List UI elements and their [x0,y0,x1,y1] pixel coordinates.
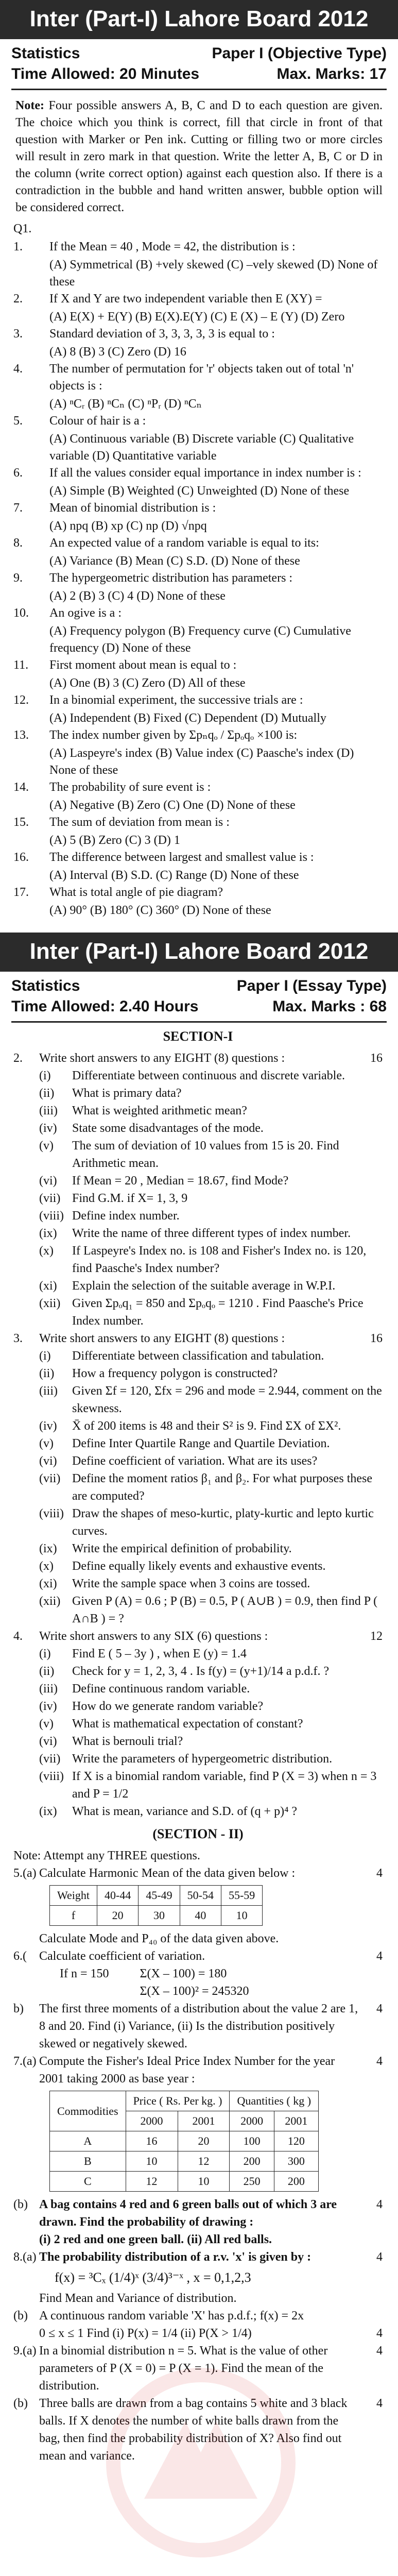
mcq-text: The sum of deviation from mean is : [49,816,230,829]
q6b-text: The first three moments of a distribution about the value 2 are 1, 8 and 20. Find (i) Variance, (ii) Is the distribution positively skewed or negatively skewed. [39,2002,358,2050]
sub-question [13,1768,383,1803]
mcq-number: 2. [13,292,23,306]
mcq-number: 15. [13,816,29,829]
sub-question-roman: (vi) [39,1735,57,1748]
sub-question-text: Define coefficient of variation. What are its uses? [72,1454,318,1468]
sub-question-text: Draw the shapes of meso-kurtic, platy-kurtic and lepto kurtic curves. [72,1507,374,1538]
essay-banner: Inter (Part-I) Lahore Board 2012 [0,933,398,972]
mcq-options: (A) ⁿCᵣ (B) ⁿCₙ (C) ⁿPᵣ (D) ⁿCₙ [49,397,202,411]
mcq-question [13,692,383,709]
table-cell: 10 [221,1906,262,1926]
question-7b [13,2196,383,2231]
sub-question-roman: (v) [39,1717,54,1731]
table-header-cell: Price ( Rs. Per kg. ) [126,2091,230,2111]
sub-question [13,1680,383,1698]
mcq-question [13,535,383,552]
sub-question-roman: (xi) [39,1577,57,1590]
sub-question [13,1120,383,1137]
mcq-options: (A) 8 (B) 3 (C) Zero (D) 16 [49,345,186,359]
table-cell: 10 [126,2151,178,2172]
sub-question-text: Write the parameters of hypergeometric distribution. [72,1752,333,1766]
sub-question [13,1698,383,1715]
sub-question-roman: (x) [39,1244,54,1258]
mcq-options: (A) Continuous variable (B) Discrete variable (C) Qualitative variable (D) Quantitative variable [49,432,354,463]
essay-max-marks: Max. Marks : 68 [272,998,387,1015]
q9b-number: (b) [13,2397,28,2410]
question-2 [13,1049,383,1330]
sub-question [13,1382,383,1417]
section-one-title: SECTION-I [163,1029,233,1044]
mcq-text: The index number given by Σpₙqₒ / Σpₒqₒ ×100 is: [49,728,298,742]
mcq-number: 12. [13,693,29,707]
q6b-marks: 4 [376,2002,383,2015]
mcq-number: 7. [13,501,23,515]
sub-question-roman: (xii) [39,1595,61,1608]
sub-question-roman: (xii) [39,1297,61,1310]
table-cell: B [50,2151,126,2172]
sub-question [13,1505,383,1540]
table-row [50,2131,319,2151]
mcq-number: 16. [13,851,29,864]
mcq-question [13,413,383,430]
sub-question [13,1067,383,1084]
q7a-marks: 4 [376,2055,383,2068]
q1-label: Q1. [13,222,32,235]
sub-question-text: What is primary data? [72,1087,182,1100]
sub-question-roman: (xi) [39,1279,57,1293]
q2-heading [13,1049,383,1067]
q4-marks: 12 [370,1630,383,1643]
mcq-options: (A) One (B) 3 (C) Zero (D) All of these [49,676,246,690]
table-cell: C [50,2172,126,2192]
mcq-heading [13,221,383,238]
mcq-text: The difference between largest and smallest value is : [49,851,314,864]
sub-question [13,1557,383,1575]
q8a-tail: Find Mean and Variance of distribution. [39,2292,237,2305]
header-divider [11,89,387,90]
q8b-number: (b) [13,2309,28,2323]
q7b-marks: 4 [376,2198,383,2211]
sub-question-roman: (vii) [39,1752,61,1766]
question-5a [13,1865,383,1882]
table-header-cell: Weight [50,1886,97,1906]
sub-question-text: X̄ of 200 items is 48 and their S² is 9. Find ΣX of ΣX². [72,1419,341,1433]
sub-question-text: What is mathematical expectation of constant? [72,1717,303,1731]
question-4 [13,1628,383,1820]
sub-question [13,1295,383,1330]
sub-question-text: Write the sample space when 3 coins are tossed. [72,1577,310,1590]
sub-question [13,1435,383,1452]
mcq-question [13,326,383,343]
mcq-text: If all the values consider equal importance in index number is : [49,466,361,480]
q9a-text: In a binomial distribution n = 5. What is the value of other parameters of P (X = 0) = P (X = 1). Find the mean of the distribution. [39,2344,328,2393]
q9a-number: 9.(a) [13,2344,37,2358]
table-cell: 250 [230,2172,274,2192]
mcq-text: Mean of binomial distribution is : [49,501,216,515]
table-cell: 16 [126,2131,178,2151]
section-one [0,1028,398,2465]
sub-question-roman: (ii) [39,1665,55,1678]
sub-question [13,1365,383,1382]
mcq-text: An expected value of a random variable is equal to its: [49,536,319,550]
table-cell: 100 [230,2131,274,2151]
sub-question [13,1715,383,1733]
sub-question-roman: (vii) [39,1472,61,1485]
q2-number: 2. [13,1052,23,1065]
q6-text: Calculate coefficient of variation. [39,1950,205,1963]
table-row [50,2172,319,2192]
sub-question [13,1803,383,1820]
q7a-text: Compute the Fisher's Ideal Price Index Number for the year 2001 taking 2000 as base year : [39,2055,335,2086]
table-cell: 10 [178,2172,230,2192]
table-cell: 120 [274,2131,318,2151]
subject-label: Statistics [11,45,80,62]
section-two-note: Note: Attempt any THREE questions. [13,1849,200,1862]
q8b-marks2: 4 [376,2327,383,2340]
question-3 [13,1330,383,1628]
mcq-number: 6. [13,466,23,480]
sub-question-roman: (vi) [39,1174,57,1188]
sub-question-text: Given Σpₒq₁ = 850 and Σpₒqₒ = 1210 . Find Paasche's Price Index number. [72,1297,364,1328]
sub-question [13,1645,383,1663]
q8a-marks: 4 [376,2250,383,2264]
q6b-number: b) [13,2002,24,2015]
q3-number: 3. [13,1332,23,1345]
sub-question-text: Find G.M. if X= 1, 3, 9 [72,1192,188,1205]
sub-question-text: Write the name of three different types of index number. [72,1227,351,1240]
sub-question [13,1540,383,1557]
mcq-question [13,849,383,866]
q8a-text: The probability distribution of a r.v. 'x' is given by : [39,2250,312,2264]
mcq-number: 3. [13,327,23,341]
sub-question-roman: (ix) [39,1542,57,1555]
q5a-tail: Calculate Mode and P₄₀ of the data given above. [39,1932,279,1945]
q9b-text: Three balls are drawn from a bag contains 5 white and 3 black balls. If X denotes the number of white balls drawn from the bag, then find the probability distribution of X? Also find out mean and variance. [39,2397,348,2463]
table-cell: 40 [180,1906,221,1926]
essay-paper-label: Paper I (Essay Type) [236,977,387,994]
sub-question-text: What is weighted arithmetic mean? [72,1104,247,1117]
sub-question-text: What is mean, variance and S.D. of (q + p)⁴ ? [72,1805,298,1818]
mcq-number: 13. [13,728,29,742]
mcq-options: (A) 2 (B) 3 (C) 4 (D) None of these [49,589,226,603]
sub-question-roman: (x) [39,1560,54,1573]
q3-text: Write short answers to any EIGHT (8) questions : [39,1332,285,1345]
note-text: Four possible answers A, B, C and D to each question are given. The choice which you think is correct, fill that circle in front of that question with Marker or Pen ink. Cutting or filling two or more circles will result in zero mark in that question. Write the letter A, B, C or D in the column (write correct option) against each question also. If there is a contradiction in the bubble and hand written answer, bubble option will be considered correct. [15,99,383,214]
sub-question [13,1225,383,1242]
mcq-number: 14. [13,781,29,794]
sub-question-text: How a frequency polygon is constructed? [72,1367,278,1380]
essay-subject-label: Statistics [11,977,80,994]
sub-question-roman: (v) [39,1139,54,1153]
table-cell: 300 [274,2151,318,2172]
q7b-text: A bag contains 4 red and 6 green balls out of which 3 are drawn. Find the probability of drawing : [39,2198,337,2229]
q7a-number: 7.(a) [13,2055,37,2068]
mcq-options: (A) npq (B) xp (C) np (D) √npq [49,519,207,533]
table-cell: 200 [230,2151,274,2172]
sub-question [13,1102,383,1120]
sub-question-roman: (i) [39,1069,51,1082]
table-subheader-cell: 2001 [178,2111,230,2131]
sub-question-roman: (ii) [39,1367,55,1380]
mcq-text: The probability of sure event is : [49,781,211,794]
q8b-text: A continuous random variable 'X' has p.d.f.; f(x) = 2x [39,2309,304,2323]
mcq-question [13,239,383,256]
mcq-question [13,814,383,831]
mcq-question [13,884,383,901]
q6-sum-sq: Σ(X – 100)² = 245320 [140,1985,249,1998]
sub-question-roman: (i) [39,1647,51,1660]
mcq-options: (A) Frequency polygon (B) Frequency curve (C) Cumulative frequency (D) None of these [49,624,351,655]
q4-heading [13,1628,383,1645]
sub-question-text: Given Σf = 120, Σfx = 296 and mode = 2.944, comment on the skewness. [72,1384,382,1415]
mcq-options: (A) Independent (B) Fixed (C) Dependent (D) Mutually [49,711,326,725]
mcq-number: 9. [13,571,23,585]
sub-question-text: Write the empirical definition of probability. [72,1542,292,1555]
sub-question-text: Explain the selection of the suitable average in W.P.I. [72,1279,336,1293]
mcq-question [13,779,383,796]
sub-question-roman: (ix) [39,1227,57,1240]
time-allowed: Time Allowed: 20 Minutes [11,65,200,82]
objective-banner: Inter (Part-I) Lahore Board 2012 [0,0,398,39]
mcq-text: If X and Y are two independent variable then E (XY) = [49,292,322,306]
mcq-question [13,361,383,395]
sub-question-text: How do we generate random variable? [72,1700,264,1713]
essay-header [0,972,398,1017]
mcq-number: 17. [13,886,29,899]
mcq-text: An ogive is a : [49,606,122,620]
q5a-text: Calculate Harmonic Mean of the data given below : [39,1867,296,1880]
q8b-sub-row [13,2325,383,2342]
q6-n: If n = 150 [60,1967,109,1980]
sub-question-text: Find E ( 5 – 3y ) , when E (y) = 1.4 [72,1647,247,1660]
mcq-options: (A) Simple (B) Weighted (C) Unweighted (D) None of these [49,484,350,498]
q2-marks: 16 [370,1052,383,1065]
table-subheader-cell: 2000 [230,2111,274,2131]
sub-question-text: Differentiate between classification and tabulation. [72,1349,324,1363]
mcq-options: (A) Negative (B) Zero (C) One (D) None of these [49,799,296,812]
sub-question [13,1190,383,1207]
section-two-title: (SECTION - II) [152,1826,244,1841]
mcq-text: Colour of hair is a : [49,414,146,428]
mcq-question [13,657,383,674]
table-cell: 12 [178,2151,230,2172]
q6-sum: Σ(X – 100) = 180 [140,1967,227,1980]
sub-question-roman: (i) [39,1349,51,1363]
sub-question [13,1750,383,1768]
question-9a [13,2342,383,2395]
table-subheader-cell: 2001 [274,2111,318,2131]
sub-question [13,1172,383,1190]
q3-marks: 16 [370,1332,383,1345]
table-cell: 20 [97,1906,139,1926]
sub-question-text: Define Inter Quartile Range and Quartile Deviation. [72,1437,330,1450]
question-7a [13,2053,383,2088]
mcq-text: If the Mean = 40 , Mode = 42, the distribution is : [49,240,296,253]
q9a-marks: 4 [376,2344,383,2358]
table-cell: 20 [178,2131,230,2151]
question-8a [13,2248,383,2266]
sub-question-roman: (ii) [39,1087,55,1100]
q8b-sub: 0 ≤ x ≤ 1 Find (i) P(x) = 1/4 (ii) P(X > 1/4) [39,2327,252,2340]
q4-text: Write short answers to any SIX (6) questions : [39,1630,268,1643]
mcq-text: Standard deviation of 3, 3, 3, 3, 3 is equal to : [49,327,275,341]
sub-question [13,1242,383,1277]
sub-question-text: Check for y = 1, 2, 3, 4 . Is f(y) = (y+1)/14 a p.d.f. ? [72,1665,330,1678]
mcq-text: First moment about mean is equal to : [49,658,237,672]
sub-question-roman: (iv) [39,1700,57,1713]
sub-question-roman: (iv) [39,1419,57,1433]
table-subheader-cell: 2000 [126,2111,178,2131]
table-cell: f [50,1906,97,1926]
q8a-formula: f(x) = ³Cₓ (1/4)ˣ (3/4)³⁻ˣ , x = 0,1,2,3 [55,2270,251,2285]
mcq-text: The hypergeometric distribution has parameters : [49,571,293,585]
sub-question [13,1137,383,1172]
sub-question-text: What is bernouli trial? [72,1735,183,1748]
sub-question [13,1347,383,1365]
sub-question-roman: (vii) [39,1192,61,1205]
mcq-number: 8. [13,536,23,550]
q6-marks: 4 [376,1950,383,1963]
question-8b [13,2307,383,2325]
objective-note [0,95,398,221]
question-6b [13,2000,383,2053]
sub-question [13,1207,383,1225]
table-header-cell: 40-44 [97,1886,139,1906]
objective-paper [0,0,398,919]
mcq-number: 11. [13,658,29,672]
mcq-options: (A) Interval (B) S.D. (C) Range (D) None of these [49,869,299,882]
mcq-question [13,727,383,744]
sub-question-roman: (vi) [39,1454,57,1468]
essay-paper [0,933,398,2465]
sub-question-text: Define equally likely events and exhaustive events. [72,1560,326,1573]
mcq-list [0,221,398,919]
q8b-marks [362,2307,383,2325]
sub-question-roman: (viii) [39,1770,64,1783]
sub-question-text: State some disadvantages of the mode. [72,1122,264,1135]
objective-header [0,39,398,84]
max-marks: Max. Marks: 17 [276,65,387,82]
table-row [50,2151,319,2172]
mcq-text: What is total angle of pie diagram? [49,886,223,899]
mcq-number: 5. [13,414,23,428]
sub-question-roman: (iii) [39,1682,58,1696]
table-header-cell: 55-59 [221,1886,262,1906]
mcq-options: (A) Variance (B) Mean (C) S.D. (D) None of these [49,554,300,568]
sub-question-roman: (iii) [39,1384,58,1398]
mcq-number: 1. [13,240,23,253]
sub-question [13,1575,383,1592]
table-cell: A [50,2131,126,2151]
note-label: Note: [15,99,44,112]
q4-number: 4. [13,1630,23,1643]
table-cell: 12 [126,2172,178,2192]
sub-question-text: Define index number. [72,1209,180,1223]
sub-question [13,1277,383,1295]
question-9b [13,2395,383,2465]
mcq-options: (A) Laspeyre's index (B) Value index (C) Paasche's index (D) None of these [49,747,354,777]
sub-question-text: Given P (A) = 0.6 ; P (B) = 0.5, P ( A∪B ) = 0.9, then find P ( A∩B ) = ? [72,1595,378,1625]
sub-question-text: Differentiate between continuous and discrete variable. [72,1069,345,1082]
mcq-options: (A) 90° (B) 180° (C) 360° (D) None of these [49,904,271,917]
sub-question-roman: (ix) [39,1805,57,1818]
sub-question-text: The sum of deviation of 10 values from 15 is 20. Find Arithmetic mean. [72,1139,339,1170]
sub-question-roman: (v) [39,1437,54,1450]
q7b-sub: (i) 2 red and one green ball. (ii) All red balls. [39,2233,272,2246]
sub-question [13,1663,383,1680]
weight-table [49,1885,263,1926]
table-cell: 30 [139,1906,180,1926]
sub-question-roman: (iv) [39,1122,57,1135]
table-header-cell: 45-49 [139,1886,180,1906]
q2-text: Write short answers to any EIGHT (8) questions : [39,1052,285,1065]
sub-question [13,1084,383,1102]
sub-question-roman: (viii) [39,1507,64,1520]
mcq-number: 4. [13,362,23,376]
q5a-number: 5.(a) [13,1867,37,1880]
sub-question-text: Define the moment ratios β₁ and β₂. For what purposes these are computed? [72,1472,373,1503]
mcq-options: (A) 5 (B) Zero (C) 3 (D) 1 [49,834,180,847]
q3-heading [13,1330,383,1347]
mcq-text: In a binomial experiment, the successive trials are : [49,693,303,707]
sub-question-text: Define continuous random variable. [72,1682,250,1696]
sub-question-text: If Laspeyre's Index no. is 108 and Fisher's Index no. is 120, find Paasche's Index number? [72,1244,367,1275]
mcq-question [13,605,383,622]
mcq-question [13,570,383,587]
essay-header-divider [11,1021,387,1023]
q6-number: 6.( [13,1950,27,1963]
mcq-question [13,465,383,482]
mcq-number: 10. [13,606,29,620]
paper-label: Paper I (Objective Type) [212,45,387,62]
question-6 [13,1947,383,1965]
q5a-marks: 4 [376,1867,383,1880]
mcq-text: The number of permutation for 'r' objects taken out of total 'n' objects is : [49,362,354,393]
sub-question [13,1592,383,1628]
sub-question [13,1470,383,1505]
q9b-marks: 4 [376,2397,383,2410]
table-header-cell: Quantities ( kg ) [230,2091,319,2111]
price-table [49,2091,319,2192]
sub-question-roman: (iii) [39,1104,58,1117]
q7b-number: (b) [13,2198,28,2211]
essay-time-allowed: Time Allowed: 2.40 Hours [11,998,199,1015]
q8a-number: 8.(a) [13,2250,37,2264]
sub-question [13,1733,383,1750]
table-cell: 200 [274,2172,318,2192]
mcq-question [13,291,383,308]
sub-question-text: If X is a binomial random variable, find P (X = 3) when n = 3 and P = 1/2 [72,1770,377,1801]
table-header-cell: 50-54 [180,1886,221,1906]
sub-question-roman: (viii) [39,1209,64,1223]
mcq-options: (A) Symmetrical (B) +vely skewed (C) –vely skewed (D) None of these [49,258,378,289]
mcq-question [13,500,383,517]
table-header-cell: Commodities [50,2091,126,2131]
sub-question-text: If Mean = 20 , Median = 18.67, find Mode? [72,1174,289,1188]
sub-question [13,1452,383,1470]
mcq-options: (A) E(X) + E(Y) (B) E(X).E(Y) (C) E (X) – E (Y) (D) Zero [49,310,345,324]
sub-question [13,1417,383,1435]
q6-data [13,1965,383,2000]
